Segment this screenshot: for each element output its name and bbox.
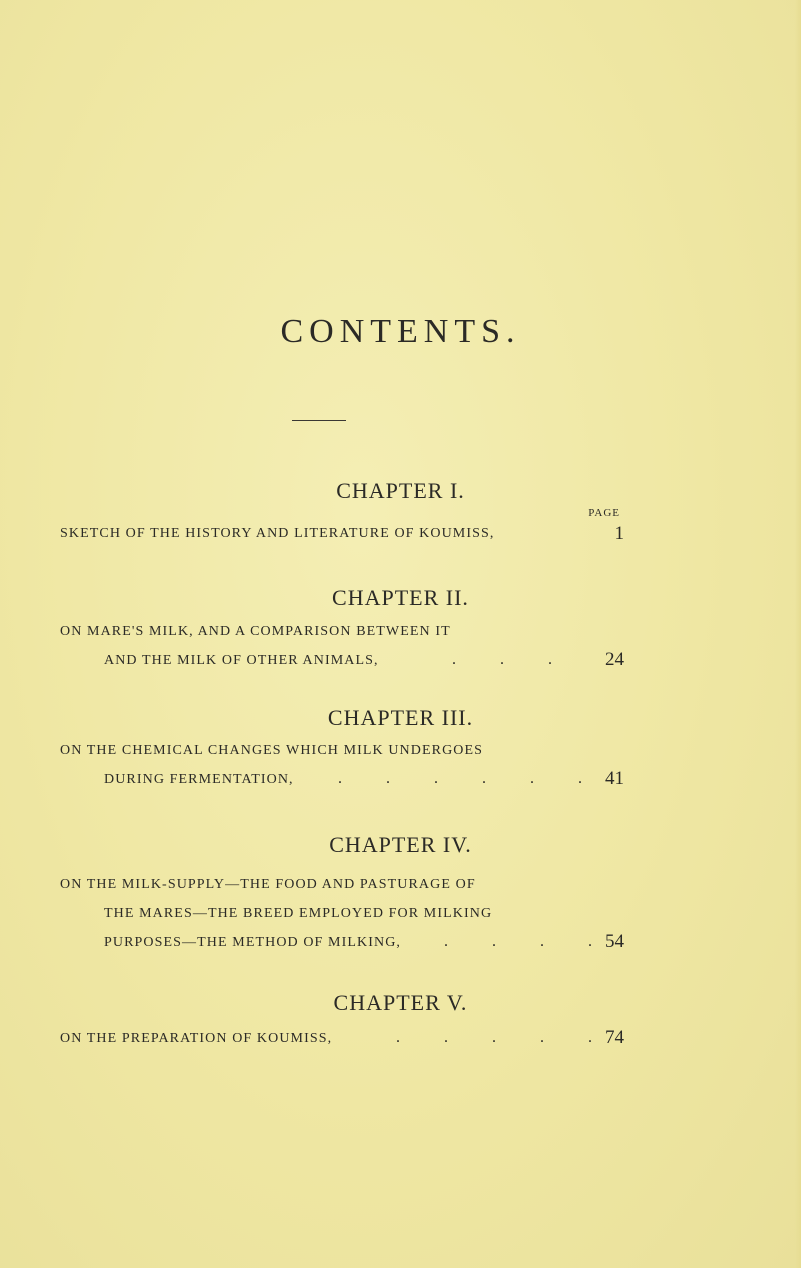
chapter-4-line-2: THE MARES—THE BREED EMPLOYED FOR MILKING (104, 906, 493, 921)
chapter-3-page: 41 (605, 768, 624, 789)
chapter-2-page: 24 (605, 649, 624, 670)
chapter-4-heading: CHAPTER IV. (329, 832, 472, 857)
chapter-4-line-1: ON THE MILK-SUPPLY—THE FOOD AND PASTURAGE OF (60, 877, 476, 892)
chapter-2-heading: CHAPTER II. (332, 585, 469, 610)
chapter-5-leader-dots: . . . . . (396, 1029, 612, 1046)
chapter-3-line-2: DURING FERMENTATION, (104, 772, 294, 787)
chapter-3-leader-dots: . . . . . . (338, 770, 602, 787)
chapter-1-page: 1 (614, 523, 624, 544)
chapter-3-line-1: ON THE CHEMICAL CHANGES WHICH MILK UNDERGOES (60, 743, 484, 758)
chapter-4-page: 54 (605, 931, 624, 952)
page-column-label: PAGE (588, 507, 620, 519)
chapter-5-heading: CHAPTER V. (333, 990, 468, 1015)
chapter-2-line-1: ON MARE'S MILK, AND A COMPARISON BETWEEN IT (60, 624, 451, 639)
chapter-1-heading: CHAPTER I. (336, 478, 465, 503)
chapter-3-heading: CHAPTER III. (327, 705, 474, 730)
chapter-5-line-1: ON THE PREPARATION OF KOUMISS, (60, 1031, 333, 1046)
chapter-1-line-1: SKETCH OF THE HISTORY AND LITERATURE OF KOUMISS, (60, 526, 495, 541)
chapter-2-leader-dots: . . . (452, 651, 572, 668)
chapter-4-leader-dots: . . . . (444, 933, 612, 950)
page-title: CONTENTS. (280, 313, 521, 350)
chapter-2-line-2: AND THE MILK OF OTHER ANIMALS, (104, 653, 379, 668)
page-edge (795, 0, 801, 1268)
title-rule (292, 420, 346, 421)
chapter-5-page: 74 (605, 1027, 624, 1048)
chapter-4-line-3: PURPOSES—THE METHOD OF MILKING, (104, 935, 402, 950)
